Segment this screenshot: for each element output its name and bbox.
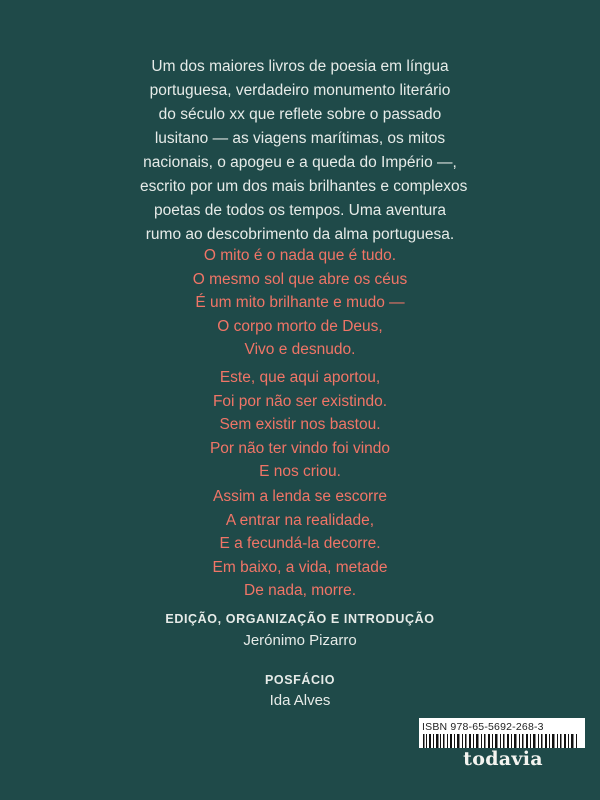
poem-line: Sem existir nos bastou. (219, 416, 381, 434)
edition-heading: EDIÇÃO, ORGANIZAÇÃO E INTRODUÇÃO (165, 612, 435, 626)
poem-line: Por não ter vindo foi vindo (209, 439, 391, 457)
blurb-paragraph (140, 55, 468, 247)
blurb-line: poetas de todos os tempos. Uma aventura (153, 202, 447, 219)
poem-line: De nada, morre. (244, 582, 356, 600)
poem-stanza-1 (150, 244, 450, 362)
poem-stanza-3 (150, 485, 450, 603)
poem-line: Em baixo, a vida, metade (212, 558, 388, 576)
poem-line: Vivo e desnudo. (244, 341, 356, 359)
poem-line: Este, que aqui aportou, (219, 369, 381, 386)
isbn-barcode (419, 718, 585, 748)
isbn-number: ISBN 978-65-5692-268-3 (422, 721, 544, 733)
poem-line: O mito é o nada que é tudo. (203, 247, 397, 264)
blurb-line: do século xx que reflete sobre o passado (158, 106, 442, 123)
blurb-line: Um dos maiores livros de poesia em língua (151, 58, 449, 75)
barcode-icon (421, 734, 583, 748)
blurb-line: nacionais, o apogeu e a queda do Império —, (143, 154, 457, 171)
afterword-name: Ida Alves (269, 692, 331, 709)
poem-line: E nos criou. (259, 463, 341, 481)
poem-stanza-2 (150, 366, 450, 484)
blurb-line: lusitano — as viagens marítimas, os mitos (154, 130, 446, 147)
poem-line: Foi por não ser existindo. (212, 392, 388, 410)
edition-name: Jerónimo Pizarro (243, 632, 357, 649)
blurb-line: rumo ao descobrimento da alma portuguesa. (145, 226, 455, 243)
afterword-heading: POSFÁCIO (264, 673, 336, 687)
poem-line: O mesmo sol que abre os céus (192, 270, 408, 288)
poem-line: É um mito brilhante e mudo — (195, 294, 405, 312)
blurb-line: portuguesa, verdadeiro monumento literário (149, 82, 451, 99)
blurb-line: escrito por um dos mais brilhantes e complexos (140, 178, 468, 195)
publisher-logo: todavia (463, 748, 543, 770)
poem-line: Assim a lenda se escorre (212, 488, 388, 505)
poem-line: O corpo morto de Deus, (217, 317, 383, 335)
poem-line: E a fecundá-la decorre. (219, 535, 381, 553)
poem-line: A entrar na realidade, (225, 511, 375, 529)
